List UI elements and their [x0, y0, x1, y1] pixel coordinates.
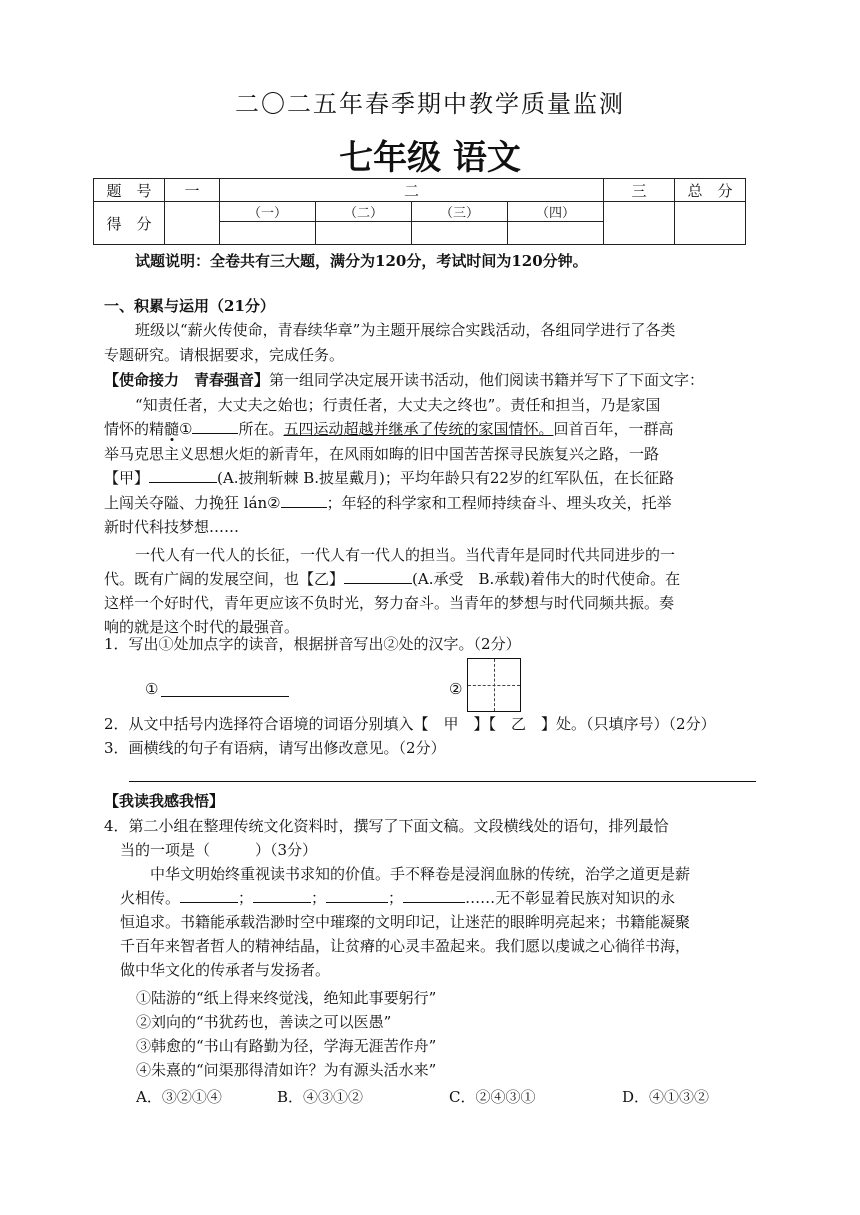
score-cell-1 — [165, 202, 220, 245]
score-cell-total — [675, 202, 746, 245]
p1-text-5b: ；年轻的科学家和工程师持续奋斗、埋头攻关，托举 — [326, 494, 672, 512]
answer-1-line[interactable] — [161, 696, 289, 697]
exam-title: 二〇二五年春季期中教学质量监测 — [235, 90, 625, 118]
sep-2: ； — [311, 889, 327, 907]
option-b[interactable]: B．④③①② — [277, 1088, 364, 1106]
intro-line-1: 班级以“薪火传使命，青春续华章”为主题开展综合实践活动，各组同学进行了各类 — [135, 321, 676, 339]
p1-text-d: 回首百年，一群高 — [553, 420, 674, 438]
task1-text: 第一组同学决定展开读书活动，他们阅读书籍并写下了下面文字： — [269, 371, 705, 389]
p1-text: 情怀的精 — [104, 420, 165, 438]
p3-line-1: 中华文明始终重视读书求知的价值。手不释卷是浸润血脉的传统，治学之道更是薪 — [150, 865, 691, 883]
blank-s2[interactable] — [253, 887, 311, 903]
p1-line-2 — [104, 417, 674, 441]
question-4-line-1: 4．第二小组在整理传统文化资料时，撰写了下面文稿。文段横线处的语句，排列最恰 — [104, 817, 669, 835]
score-table — [93, 178, 746, 245]
score-header-2: 二 — [220, 179, 604, 202]
intro-line-2: 专题研究。请根据要求，完成任务。 — [104, 346, 345, 364]
p2-line-3: 这样一个好时代，青年更应该不负时光，努力奋斗。当青年的梦想与时代同频共振。奏 — [104, 594, 675, 612]
item-2: ②刘向的“书犹药也，善读之可以医愚” — [136, 1013, 392, 1031]
p3-line-2 — [120, 886, 675, 910]
question-4-line-2: 当的一项是（ ）（3分） — [120, 841, 318, 859]
answer-1-label: ① — [145, 680, 159, 698]
p1-text-4b: (A.披荆斩棘 B.披星戴月)；平均年龄只有22岁的红军队伍，在长征路 — [217, 469, 674, 487]
score-cell-2-1 — [220, 222, 316, 245]
blank-yi[interactable] — [344, 568, 412, 584]
score-cell-2-2 — [316, 222, 412, 245]
blank-s3[interactable] — [326, 887, 388, 903]
blank-s4[interactable] — [403, 887, 465, 903]
p1-line-1: “知责任者，大丈夫之始也；行责任者，大丈夫之终也”。责任和担当，乃是家国 — [135, 396, 661, 414]
p3-line-3: 恒追求。书籍能承载浩渺时空中璀璨的文明印记，让迷茫的眼眸明亮起来；书籍能凝聚 — [120, 913, 691, 931]
answer-2-label: ② — [449, 680, 463, 698]
option-c[interactable]: C．②④③① — [449, 1088, 536, 1106]
score-header-1: 一 — [165, 179, 220, 202]
score-header-3: 三 — [604, 179, 675, 202]
score-header-label: 题 号 — [94, 179, 165, 202]
p3-text-end: ……无不彰显着民族对知识的永 — [465, 889, 676, 907]
instructions: 试题说明：全卷共有三大题，满分为120分，考试时间为120分钟。 — [135, 252, 588, 270]
score-cell-3 — [604, 202, 675, 245]
underlined-sentence: 五四运动超越并继承了传统的家国情怀。 — [283, 420, 554, 438]
jia-marker: 【甲】 — [104, 469, 150, 487]
section1-heading: 一、积累与运用（21分） — [104, 297, 275, 315]
score-header-total: 总 分 — [675, 179, 746, 202]
sub-part-1: （一） — [220, 202, 316, 222]
score-row-label: 得 分 — [94, 202, 165, 245]
p1-text-c: 所在。 — [238, 420, 284, 438]
p1-line-3: 举马克思主义思想火炬的新青年，在风雨如晦的旧中国苦苦探寻民族复兴之路，一路 — [104, 445, 660, 463]
p2-line-2 — [104, 567, 680, 591]
task2-tag: 【我读我感我悟】 — [104, 792, 225, 810]
option-d[interactable]: D．④①③② — [622, 1088, 710, 1106]
p2-line-4: 响的就是这个时代的最强音。 — [104, 618, 300, 636]
item-3: ③韩愈的“书山有路勤为径，学海无涯苦作舟” — [136, 1037, 437, 1055]
blank-1[interactable] — [192, 418, 238, 434]
sep-1: ； — [238, 889, 254, 907]
sub-part-2: （二） — [316, 202, 412, 222]
pinyin-text: 上闯关夺隘、力挽狂 lán② — [104, 494, 281, 512]
subject-title: 七年级 语文 — [339, 138, 521, 178]
yi-marker: 代。既有广阔的发展空间，也【乙】 — [104, 570, 345, 588]
sub-part-3: （三） — [412, 202, 508, 222]
p1-line-5 — [104, 491, 672, 515]
question-2: 2．从文中括号内选择符合语境的词语分别填入【 甲 】【 乙 】处。（只填序号）（2分） — [104, 715, 716, 733]
tianzige-box[interactable] — [467, 658, 521, 712]
p1-line-4 — [104, 466, 674, 490]
option-a[interactable]: A．③②①④ — [136, 1088, 222, 1106]
blank-2[interactable] — [281, 492, 327, 508]
task1-tag: 【使命接力 青春强音】 — [104, 371, 270, 389]
p3-line-4: 千百年来智者哲人的精神结晶，让贫瘠的心灵丰盈起来。我们愿以虔诚之心徜徉书海， — [120, 937, 691, 955]
p3-line-5: 做中华文化的传承者与发扬者。 — [120, 961, 331, 979]
dotted-char: 髓 — [164, 420, 180, 438]
score-cell-2-4 — [508, 222, 604, 245]
sep-3: ； — [388, 889, 404, 907]
blank-jia[interactable] — [149, 467, 217, 483]
p1-line-6: 新时代科技梦想…… — [104, 518, 240, 536]
p3-text-a: 火相传。 — [120, 889, 181, 907]
item-1: ①陆游的“纸上得来终觉浅，绝知此事要躬行” — [136, 989, 437, 1007]
question-1: 1．写出①处加点字的读音，根据拼音写出②处的汉字。（2分） — [104, 635, 521, 653]
item-4: ④朱熹的“问渠那得清如许？为有源头活水来” — [136, 1061, 437, 1079]
sub-part-4: （四） — [508, 202, 604, 222]
p2-line-1: 一代人有一代人的长征，一代人有一代人的担当。当代青年是同时代共同进步的一 — [135, 546, 676, 564]
task1-line — [104, 368, 704, 392]
blank-marker-1: ① — [179, 420, 193, 438]
answer-3-line[interactable] — [129, 781, 756, 782]
score-cell-2-3 — [412, 222, 508, 245]
p2-text-2b: (A.承受 B.承载)着伟大的时代使命。在 — [412, 570, 681, 588]
blank-s1[interactable] — [180, 887, 238, 903]
question-3: 3．画横线的句子有语病，请写出修改意见。（2分） — [104, 739, 446, 757]
